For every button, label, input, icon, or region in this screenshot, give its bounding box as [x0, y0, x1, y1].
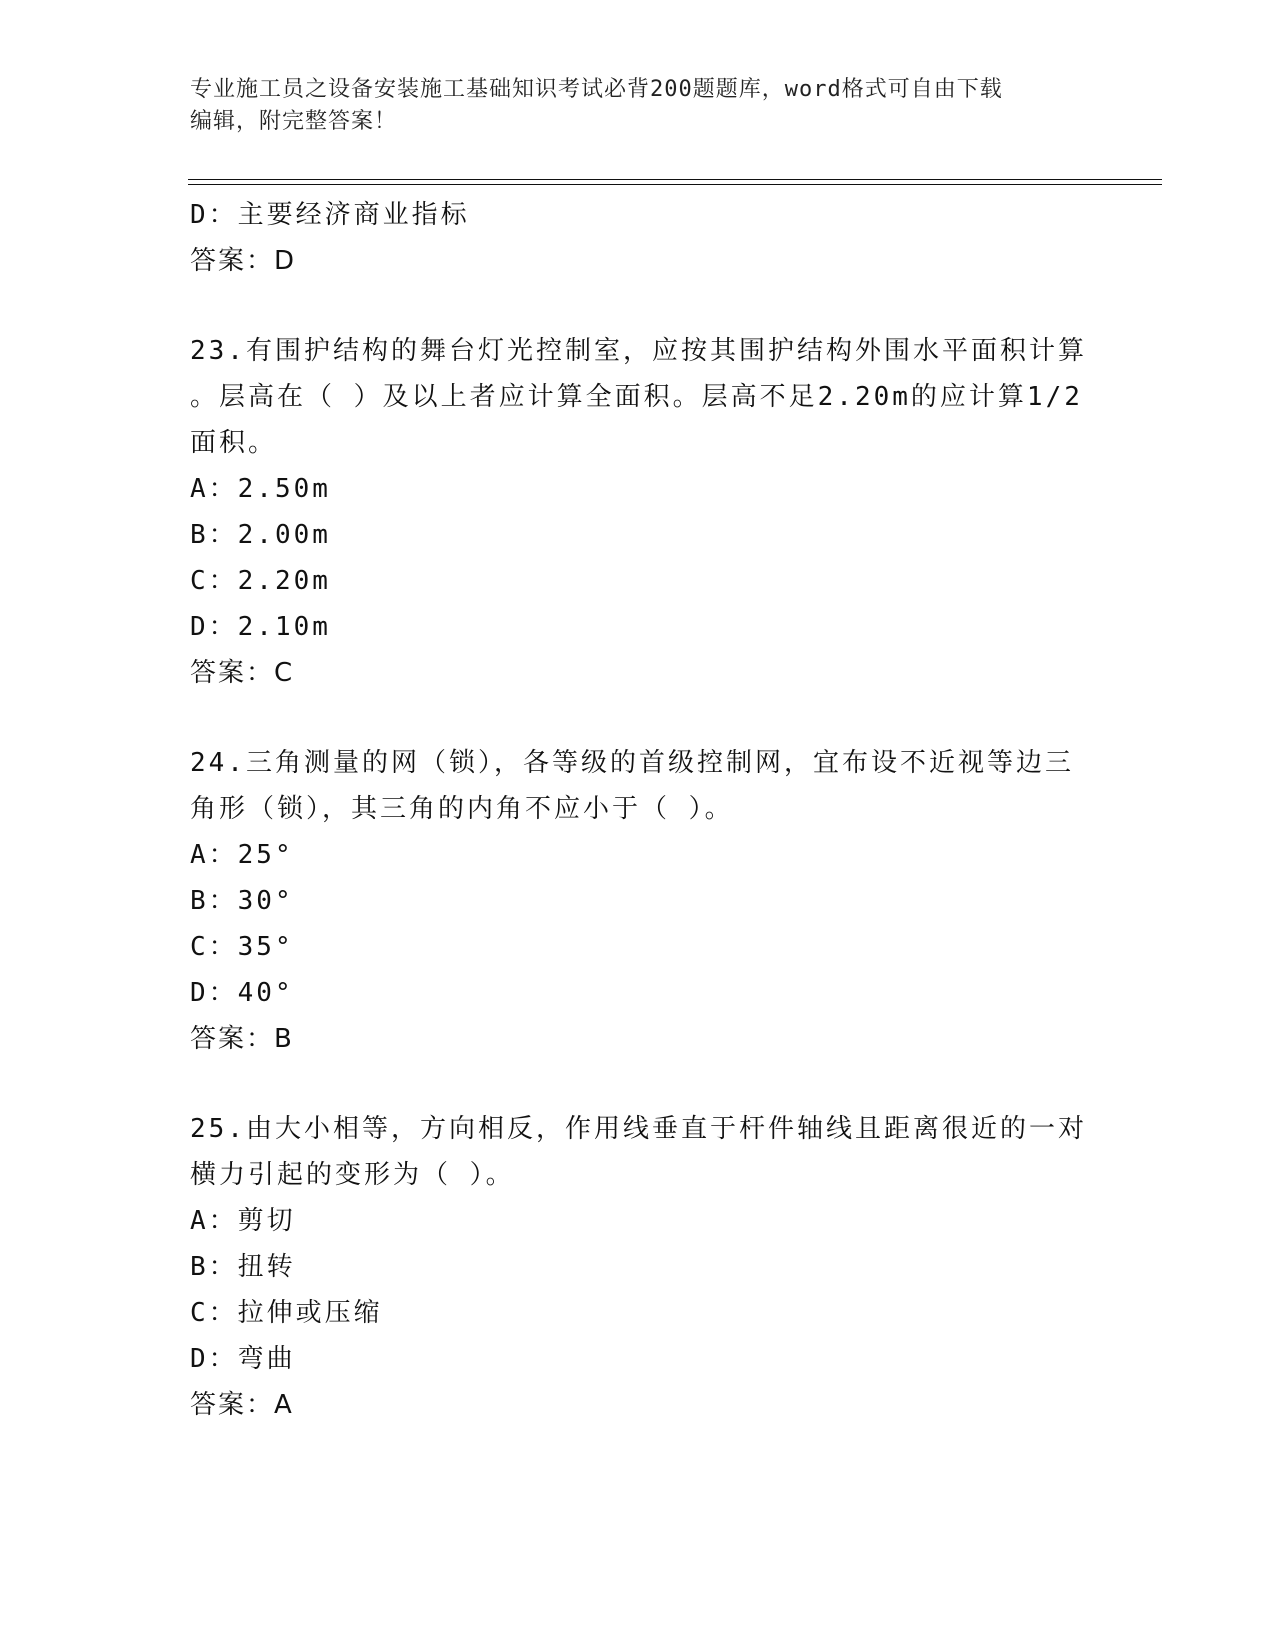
question-list — [190, 192, 1090, 1428]
question-stem-line: 面积。 — [190, 428, 278, 458]
question-stem-line: 25.由大小相等，方向相反，作用线垂直于杆件轴线且距离很近的一对 — [190, 1114, 1087, 1144]
question-stem-line: 24.三角测量的网（锁），各等级的首级控制网，宜布设不近视等边三 — [190, 748, 1074, 778]
header-divider-top — [188, 179, 1162, 180]
header-divider-bottom — [188, 184, 1162, 185]
option-c: C：拉伸或压缩 — [190, 1298, 383, 1328]
option-a: A：25° — [190, 840, 294, 870]
option-c: C：2.20m — [190, 566, 331, 596]
header-title-line-2: 编辑，附完整答案！ — [190, 109, 398, 134]
answer-line: 答案：D — [190, 246, 297, 276]
question-25 — [190, 1106, 1090, 1428]
option-b: B：2.00m — [190, 520, 331, 550]
question-stem-line: 23.有围护结构的舞台灯光控制室，应按其围护结构外围水平面积计算 — [190, 336, 1087, 366]
question-stem-line: 角形（锁），其三角的内角不应小于（ ）。 — [190, 794, 734, 824]
question-stem-line: 横力引起的变形为（ ）。 — [190, 1160, 515, 1190]
option-d: D：弯曲 — [190, 1344, 296, 1374]
option-d: D：2.10m — [190, 612, 331, 642]
page-header — [190, 74, 1090, 138]
option-a: A：剪切 — [190, 1206, 296, 1236]
spacer — [190, 696, 1090, 740]
answer-line: 答案：B — [190, 1024, 294, 1054]
header-title-line-1: 专业施工员之设备安装施工基础知识考试必背200题题库，word格式可自由下载 — [190, 77, 1003, 102]
spacer — [190, 1062, 1090, 1106]
question-22-continuation — [190, 192, 1090, 284]
answer-line: 答案：A — [190, 1390, 294, 1420]
spacer — [190, 284, 1090, 328]
question-stem-line: 。层高在（ ）及以上者应计算全面积。层高不足2.20m的应计算1/2 — [190, 382, 1083, 412]
option-b: B：30° — [190, 886, 294, 916]
option-b: B：扭转 — [190, 1252, 296, 1282]
question-24 — [190, 740, 1090, 1062]
option-a: A：2.50m — [190, 474, 331, 504]
option-d: D：40° — [190, 978, 294, 1008]
option-d: D：主要经济商业指标 — [190, 200, 470, 230]
answer-line: 答案：C — [190, 658, 295, 688]
question-23 — [190, 328, 1090, 696]
option-c: C：35° — [190, 932, 294, 962]
